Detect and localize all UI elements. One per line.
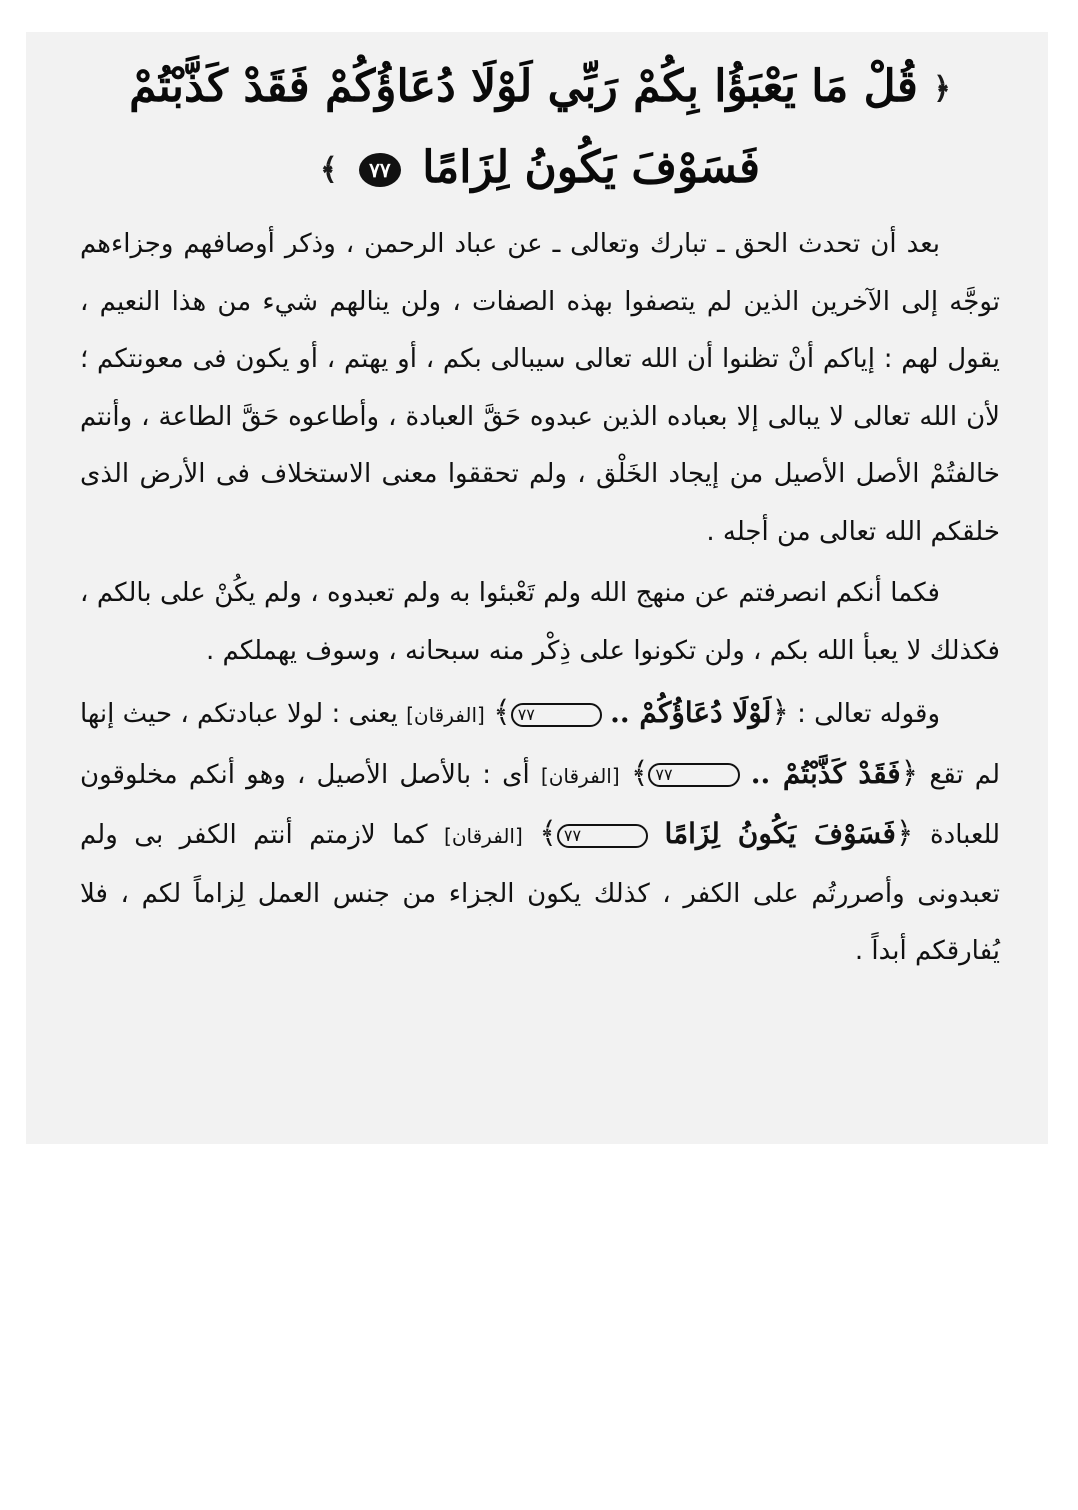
verse-line-2: [70, 129, 1010, 210]
quote-open-bracket: ﴿: [900, 755, 919, 791]
quote-open-bracket: ﴿: [895, 816, 914, 851]
p3-ayah-number-1: ٧٧: [511, 703, 602, 727]
verse-line-1: [70, 48, 1010, 129]
verse-text-line-1: قُلْ مَا يَعْبَؤُا بِكُمْ رَبِّي لَوْلَا دُعَاؤُكُمْ فَقَدْ كَذَّبْتُمْ: [129, 61, 918, 112]
commentary-text: [80, 216, 1000, 981]
p3-surah-ref-2: [الفرقان]: [540, 763, 620, 788]
paragraph-2: فكما أنكم انصرفتم عن منهج الله ولم تَعْبئوا به ولم تعبدوه ، ولم يكُنْ على بالكم ، فكذلك لا يعبأ الله بكم ، ولن تكونوا على ذِكْر منه سبحانه ، وسوف يهملكم .: [80, 578, 1000, 666]
p3-quote-3: فَسَوْفَ يَكُونُ لِزَامًا: [664, 817, 896, 850]
p3-ayah-number-2: ٧٧: [648, 763, 739, 787]
p3-surah-ref-3: [الفرقان]: [444, 824, 523, 848]
p3-quote-2: فَقَدْ كَذَّبْتُمْ ..: [750, 756, 901, 790]
verse-close-ornament: ﴾: [320, 152, 338, 187]
quote-close-bracket: ﴾: [493, 695, 511, 730]
p3-quote-1: لَوْلَا دُعَاؤُكُمْ ..: [610, 696, 772, 729]
paragraph-3: [80, 684, 1000, 981]
quote-open-bracket: ﴿: [771, 695, 789, 730]
p3-text-4: كما لازمتم أنتم الكفر بى ولم تعبدونى وأصررتُم على الكفر ، كذلك يكون الجزاء من جنس العمل لِزاماً لكم ، فلا يُفارقكم أبداً .: [80, 820, 1000, 966]
quote-close-bracket: ﴾: [630, 755, 649, 791]
p3-text-1: وقوله تعالى :: [788, 699, 941, 729]
verse-open-ornament: ﴿: [933, 71, 951, 107]
quote-close-bracket: ﴾: [539, 816, 557, 851]
verse-text-line-2: فَسَوْفَ يَكُونُ لِزَامًا: [422, 141, 760, 193]
p3-text-2: يعنى : لولا عبادتكم ، حيث إنها لم تقع: [80, 699, 1000, 790]
ayah-number-badge: ٧٧: [359, 153, 401, 187]
p3-surah-ref-1: [الفرقان]: [406, 703, 485, 727]
quran-verse-header: [70, 48, 1010, 209]
p3-text-3: أى : بالأصل الأصيل ، وهو أنكم مخلوقون للعبادة: [80, 759, 1001, 850]
p3-ayah-number-3: ٧٧: [557, 824, 648, 848]
paragraph-1: بعد أن تحدث الحق ـ تبارك وتعالى ـ عن عباد الرحمن ، وذكر أوصافهم وجزاءهم توجَّه إلى الآخرين الذين لم يتصفوا بهذه الصفات ، ولن ينالهم شيء من هذا النعيم ، يقول لهم : إياكم أنْ تظنوا أن الله تعالى سيبالى بكم ، أو يهتم ، أو يكون فى معونتكم ؛ لأن الله تعالى لا يبالى إلا بعباده الذين عبدوه حَقَّ العبادة ، وأطاعوه حَقَّ الطاعة ، وأنتم خالفتُمْ الأصل الأصيل من إيجاد الخَلْق ، ولم تحققوا معنى الاستخلاف فى الأرض الذى خلقكم الله تعالى من أجله .: [80, 229, 1000, 547]
